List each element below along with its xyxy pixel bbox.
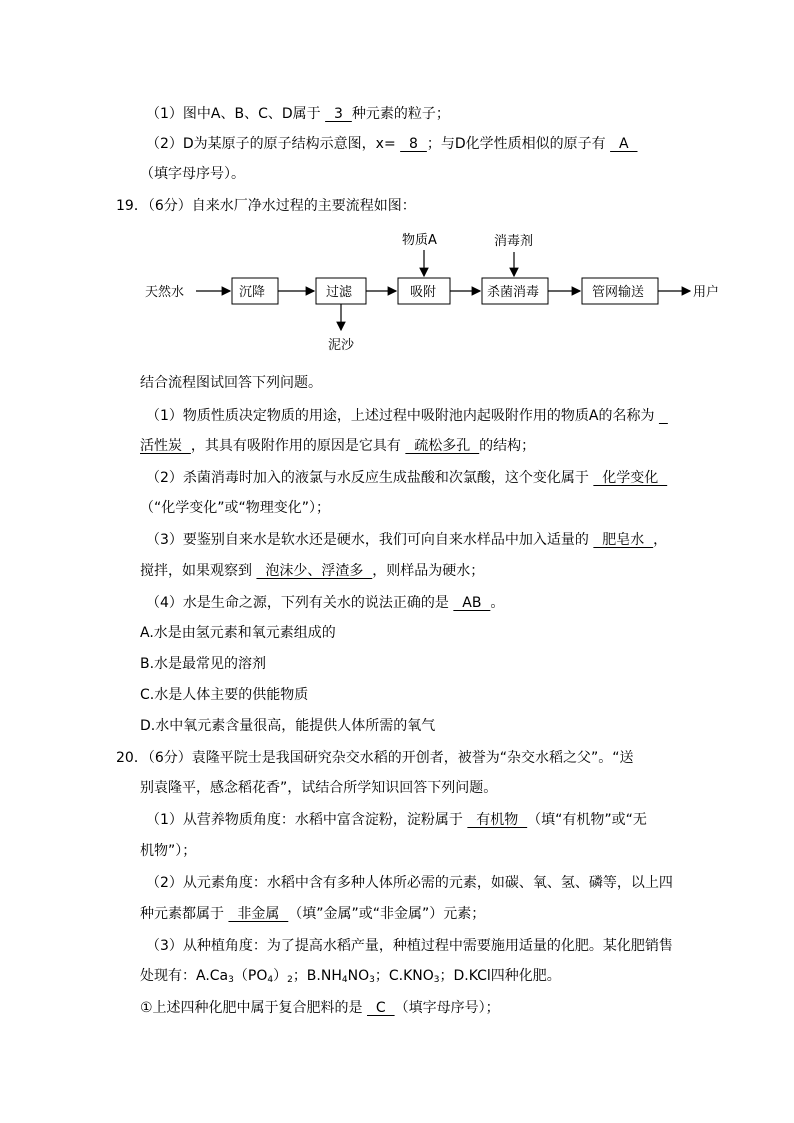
q19-sub1	[146, 406, 668, 426]
flow-input-a: 物质A	[402, 233, 437, 248]
q19-sub3-text: （3）要鉴别自来水是软水还是硬水，我们可向自来水样品中加入适量的	[146, 532, 594, 548]
q20-sub2-text-end: （填”金属”或“非金属”）元素；	[288, 906, 486, 922]
q19-sub2-answer: 化学变化	[593, 470, 668, 486]
q20-sub2-cont	[140, 904, 485, 924]
q20-sub2-text-cont: 种元素都属于	[140, 906, 229, 922]
q19-sub3	[146, 530, 667, 550]
q19-sub1-cont	[140, 436, 535, 456]
q20-sub4-answer: C	[367, 1000, 395, 1016]
q19-sub4	[146, 593, 504, 613]
q20-sub2-answer: 非金属	[228, 906, 289, 922]
q19-sub1-text-end: 的结构；	[479, 438, 536, 454]
q19-sub1-answer-name: 活性炭	[140, 438, 191, 454]
q19-sub2-text: （2）杀菌消毒时加入的液氯与水反应生成盐酸和次氯酸，这个变化属于	[146, 470, 594, 486]
q20-formula-sub: 3	[369, 975, 375, 985]
q20-sub3-cont	[140, 966, 561, 990]
q18-part2-answer-x: 8	[400, 136, 427, 152]
q19-sub4-text: （4）水是生命之源，下列有关水的说法正确的是	[146, 595, 454, 611]
q19-sub3-answer-reagent: 肥皂水	[593, 532, 654, 548]
q20-formula-sub: 2	[287, 975, 293, 985]
q20-formula-sub: 4	[341, 975, 348, 985]
q19-sub2-cont: （“化学变化”或“物理变化”）；	[140, 500, 331, 516]
q20-formula-text: （PO	[233, 968, 268, 984]
q18-part2-text-mid: ；与D化学性质相似的原子有	[426, 136, 611, 152]
q20-formula-sub: 3	[433, 975, 440, 985]
q19-sub1-text-mid: ，其具有吸附作用的原因是它具有	[190, 438, 406, 454]
flow-step-settling: 沉降	[239, 285, 266, 300]
q19-sub2	[146, 468, 667, 488]
q20-sub4-text: ①上述四种化肥中属于复合肥料的是	[140, 1000, 368, 1016]
q19-sub1-text: （1）物质性质决定物质的用途，上述过程中吸附池内起吸附作用的物质A的名称为	[146, 408, 659, 424]
flow-step-adsorption: 吸附	[410, 285, 437, 300]
q20-title-cont: 别袁隆平，感念稻花香”，试结合所学知识回答下列问题。	[140, 780, 498, 796]
flow-step-filtration: 过滤	[326, 285, 353, 300]
q20-formula-text: NO	[347, 968, 370, 984]
q20-formula-sub: 4	[267, 975, 274, 985]
q19-sub3-comma: ，	[653, 532, 668, 548]
flow-source: 天然水	[145, 285, 185, 300]
q19-sub3-answer-observe: 泡沫少、浮渣多	[256, 563, 373, 579]
flow-end-user: 用户	[693, 285, 720, 300]
q20-sub1-answer: 有机物	[467, 812, 528, 828]
q19-option-c: C.水是人体主要的供能物质	[140, 687, 309, 703]
q20-sub1-text: （1）从营养物质角度：水稻中富含淀粉，淀粉属于	[146, 812, 468, 828]
q19-sub1-answer-part	[659, 408, 668, 424]
q20-sub1-cont: 机物”）；	[140, 843, 197, 859]
flow-input-disinfectant: 消毒剂	[494, 234, 534, 249]
q18-part1-text: （1）图中A、B、C、D属于	[146, 106, 326, 122]
flow-output-sand: 泥沙	[328, 338, 355, 353]
q18-part2-cont: （填字母序号）。	[140, 166, 245, 182]
q19-option-a: A.水是由氢元素和氧元素组成的	[140, 625, 336, 641]
q20-title: 20．（6分）袁隆平院士是我国研究杂交水稻的开创者，被誉为“杂交水稻之父”。“送	[116, 750, 634, 766]
q19-option-d: D.水中氧元素含量很高，能提供人体所需的氧气	[140, 718, 436, 734]
q20-formula-text: ；C.KNO	[374, 968, 434, 984]
q19-option-b: B.水是最常见的溶剂	[140, 656, 267, 672]
q18-part1-text-end: 种元素的粒子；	[351, 106, 450, 122]
q19-sub3-text-end: ，则样品为硬水；	[372, 563, 485, 579]
q20-sub4	[140, 998, 500, 1018]
q20-formula-text: ；B.NH	[292, 968, 342, 984]
q18-part2	[146, 134, 638, 154]
q20-sub4-text-end: （填字母序号）；	[394, 1000, 500, 1016]
q20-sub1	[146, 810, 647, 830]
q20-formula-sub: 3	[228, 975, 234, 985]
q19-sub4-answer: AB	[453, 595, 491, 611]
flow-diagram	[140, 228, 740, 356]
q18-part2-answer-similar: A	[610, 136, 638, 152]
q19-title: 19．（6分）自来水厂净水过程的主要流程如图：	[116, 198, 416, 214]
q20-sub3: （3）从种植角度：为了提高水稻产量，种植过程中需要施用适量的化肥。某化肥销售	[146, 938, 673, 954]
q19-sub3-cont	[140, 561, 484, 581]
q19-sub4-period: 。	[490, 595, 505, 611]
q20-sub1-text-end: （填“有机物”或“无	[527, 812, 647, 828]
flow-step-pipeline: 管网输送	[592, 285, 645, 300]
q20-formula-text: ；D.KCl四种化肥。	[439, 968, 561, 984]
q18-part1-answer: 3	[325, 106, 352, 122]
q19-sub3-text-cont: 搅拌，如果观察到	[140, 563, 257, 579]
q18-part1	[146, 104, 450, 124]
flow-step-disinfection: 杀菌消毒	[487, 285, 540, 300]
q19-sub1-answer-structure: 疏松多孔	[405, 438, 480, 454]
q18-part2-text: （2）D为某原子的原子结构示意图，x=	[146, 136, 401, 152]
q20-formula-text: ）	[273, 968, 288, 984]
q20-sub2: （2）从元素角度：水稻中含有多种人体所必需的元素，如碳、氧、氢、磷等，以上四	[146, 875, 673, 891]
q20-formula-text: 处现有：A.Ca	[140, 968, 229, 984]
q19-intro: 结合流程图试回答下列问题。	[140, 375, 322, 391]
